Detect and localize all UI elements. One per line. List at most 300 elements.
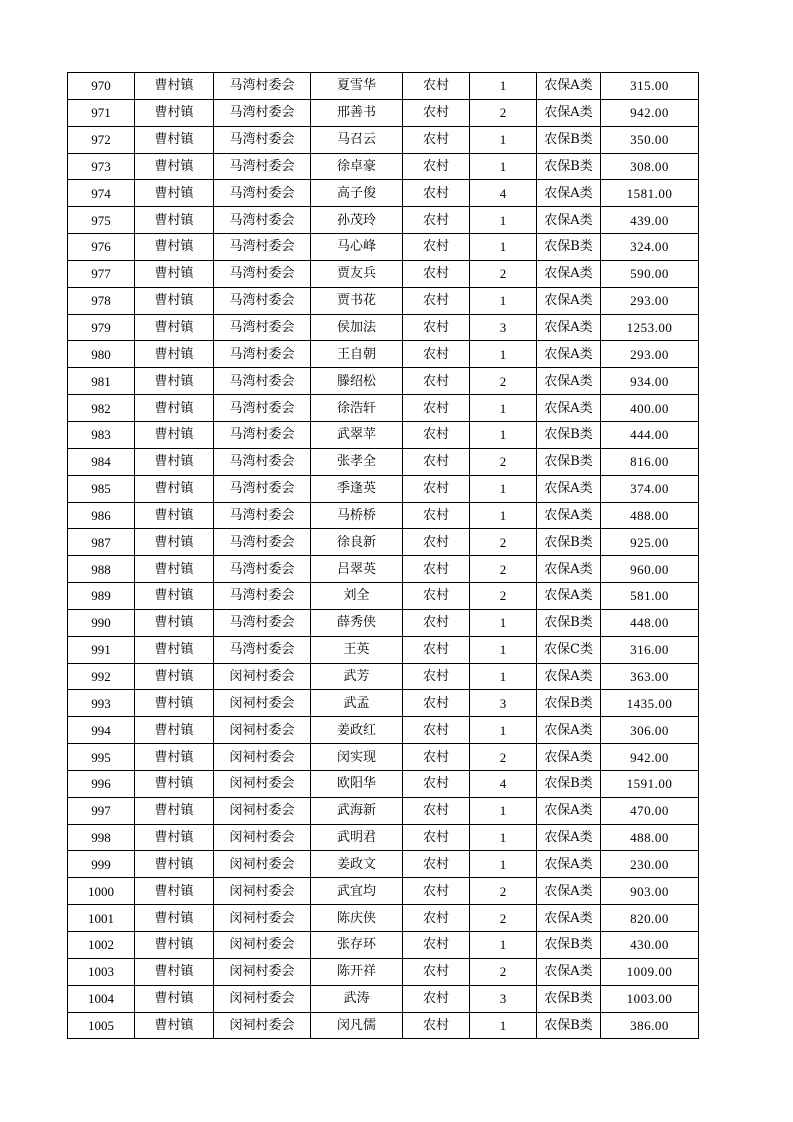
amount-cell: 1435.00: [601, 690, 699, 717]
town-cell: 曹村镇: [135, 905, 214, 932]
insurance-category-cell: 农保A类: [537, 663, 601, 690]
serial-number-cell: 1004: [68, 985, 135, 1012]
village-committee-cell: 闵祠村委会: [214, 1012, 311, 1039]
name-cell: 姜政文: [311, 851, 403, 878]
table-row: [68, 126, 699, 153]
area-type-cell: 农村: [403, 341, 470, 368]
village-committee-cell: 马湾村委会: [214, 609, 311, 636]
table-row: [68, 1012, 699, 1039]
amount-cell: 1003.00: [601, 985, 699, 1012]
area-type-cell: 农村: [403, 556, 470, 583]
household-size-cell: 1: [470, 663, 537, 690]
village-committee-cell: 闵祠村委会: [214, 878, 311, 905]
town-cell: 曹村镇: [135, 583, 214, 610]
amount-cell: 942.00: [601, 99, 699, 126]
household-size-cell: 1: [470, 395, 537, 422]
household-size-cell: 2: [470, 529, 537, 556]
area-type-cell: 农村: [403, 234, 470, 261]
village-committee-cell: 马湾村委会: [214, 341, 311, 368]
serial-number-cell: 975: [68, 207, 135, 234]
name-cell: 武翠苹: [311, 421, 403, 448]
insurance-category-cell: 农保A类: [537, 287, 601, 314]
insurance-category-cell: 农保B类: [537, 234, 601, 261]
serial-number-cell: 976: [68, 234, 135, 261]
table-row: [68, 663, 699, 690]
amount-cell: 308.00: [601, 153, 699, 180]
name-cell: 武明君: [311, 824, 403, 851]
serial-number-cell: 997: [68, 797, 135, 824]
village-committee-cell: 马湾村委会: [214, 314, 311, 341]
serial-number-cell: 974: [68, 180, 135, 207]
name-cell: 陈开祥: [311, 958, 403, 985]
name-cell: 马桥桥: [311, 502, 403, 529]
area-type-cell: 农村: [403, 690, 470, 717]
area-type-cell: 农村: [403, 878, 470, 905]
insurance-category-cell: 农保B类: [537, 126, 601, 153]
area-type-cell: 农村: [403, 126, 470, 153]
household-size-cell: 1: [470, 636, 537, 663]
table-row: [68, 529, 699, 556]
village-committee-cell: 马湾村委会: [214, 475, 311, 502]
amount-cell: 934.00: [601, 368, 699, 395]
serial-number-cell: 970: [68, 73, 135, 100]
village-committee-cell: 马湾村委会: [214, 180, 311, 207]
household-size-cell: 1: [470, 126, 537, 153]
village-committee-cell: 闵祠村委会: [214, 851, 311, 878]
name-cell: 薛秀侠: [311, 609, 403, 636]
town-cell: 曹村镇: [135, 529, 214, 556]
insurance-category-cell: 农保A类: [537, 180, 601, 207]
town-cell: 曹村镇: [135, 153, 214, 180]
town-cell: 曹村镇: [135, 180, 214, 207]
name-cell: 高子俊: [311, 180, 403, 207]
amount-cell: 942.00: [601, 744, 699, 771]
amount-cell: 315.00: [601, 73, 699, 100]
name-cell: 贾友兵: [311, 260, 403, 287]
village-committee-cell: 闵祠村委会: [214, 663, 311, 690]
area-type-cell: 农村: [403, 958, 470, 985]
table-row: [68, 153, 699, 180]
table-row: [68, 73, 699, 100]
insurance-category-cell: 农保A类: [537, 475, 601, 502]
household-size-cell: 1: [470, 153, 537, 180]
amount-cell: 316.00: [601, 636, 699, 663]
name-cell: 陈庆侠: [311, 905, 403, 932]
amount-cell: 444.00: [601, 421, 699, 448]
household-size-cell: 1: [470, 287, 537, 314]
household-size-cell: 4: [470, 770, 537, 797]
table-row: [68, 234, 699, 261]
serial-number-cell: 1002: [68, 932, 135, 959]
name-cell: 张孝全: [311, 448, 403, 475]
household-size-cell: 2: [470, 744, 537, 771]
serial-number-cell: 998: [68, 824, 135, 851]
village-committee-cell: 闵祠村委会: [214, 824, 311, 851]
household-size-cell: 4: [470, 180, 537, 207]
amount-cell: 590.00: [601, 260, 699, 287]
village-committee-cell: 闵祠村委会: [214, 985, 311, 1012]
table-row: [68, 260, 699, 287]
town-cell: 曹村镇: [135, 690, 214, 717]
village-committee-cell: 闵祠村委会: [214, 958, 311, 985]
town-cell: 曹村镇: [135, 851, 214, 878]
amount-cell: 293.00: [601, 287, 699, 314]
name-cell: 贾书花: [311, 287, 403, 314]
serial-number-cell: 985: [68, 475, 135, 502]
name-cell: 邢善书: [311, 99, 403, 126]
name-cell: 徐卓豪: [311, 153, 403, 180]
insurance-category-cell: 农保B类: [537, 932, 601, 959]
name-cell: 武芳: [311, 663, 403, 690]
town-cell: 曹村镇: [135, 717, 214, 744]
area-type-cell: 农村: [403, 905, 470, 932]
town-cell: 曹村镇: [135, 663, 214, 690]
table-row: [68, 744, 699, 771]
table-row: [68, 287, 699, 314]
household-size-cell: 3: [470, 314, 537, 341]
insurance-category-cell: 农保A类: [537, 368, 601, 395]
insurance-category-cell: 农保B类: [537, 985, 601, 1012]
table-row: [68, 636, 699, 663]
village-committee-cell: 马湾村委会: [214, 207, 311, 234]
name-cell: 侯加法: [311, 314, 403, 341]
amount-cell: 488.00: [601, 824, 699, 851]
village-committee-cell: 闵祠村委会: [214, 797, 311, 824]
area-type-cell: 农村: [403, 770, 470, 797]
area-type-cell: 农村: [403, 502, 470, 529]
table-row: [68, 609, 699, 636]
household-size-cell: 1: [470, 475, 537, 502]
household-size-cell: 2: [470, 878, 537, 905]
insurance-category-cell: 农保A类: [537, 878, 601, 905]
serial-number-cell: 1003: [68, 958, 135, 985]
insurance-category-cell: 农保A类: [537, 502, 601, 529]
name-cell: 闵实现: [311, 744, 403, 771]
town-cell: 曹村镇: [135, 368, 214, 395]
town-cell: 曹村镇: [135, 73, 214, 100]
town-cell: 曹村镇: [135, 1012, 214, 1039]
serial-number-cell: 989: [68, 583, 135, 610]
name-cell: 王自朝: [311, 341, 403, 368]
table-row: [68, 395, 699, 422]
insurance-category-cell: 农保B类: [537, 690, 601, 717]
household-size-cell: 3: [470, 690, 537, 717]
serial-number-cell: 991: [68, 636, 135, 663]
table-row: [68, 958, 699, 985]
insurance-category-cell: 农保A类: [537, 824, 601, 851]
village-committee-cell: 马湾村委会: [214, 287, 311, 314]
village-committee-cell: 马湾村委会: [214, 126, 311, 153]
village-committee-cell: 闵祠村委会: [214, 905, 311, 932]
insurance-category-cell: 农保A类: [537, 73, 601, 100]
household-size-cell: 1: [470, 824, 537, 851]
serial-number-cell: 982: [68, 395, 135, 422]
village-committee-cell: 闵祠村委会: [214, 744, 311, 771]
serial-number-cell: 1000: [68, 878, 135, 905]
household-size-cell: 1: [470, 932, 537, 959]
insurance-category-cell: 农保A类: [537, 207, 601, 234]
serial-number-cell: 988: [68, 556, 135, 583]
town-cell: 曹村镇: [135, 475, 214, 502]
amount-cell: 306.00: [601, 717, 699, 744]
area-type-cell: 农村: [403, 609, 470, 636]
area-type-cell: 农村: [403, 207, 470, 234]
serial-number-cell: 990: [68, 609, 135, 636]
table-row: [68, 180, 699, 207]
relief-roster-table: [67, 72, 699, 1039]
amount-cell: 374.00: [601, 475, 699, 502]
table-row: [68, 878, 699, 905]
serial-number-cell: 981: [68, 368, 135, 395]
name-cell: 滕绍松: [311, 368, 403, 395]
insurance-category-cell: 农保A类: [537, 851, 601, 878]
household-size-cell: 1: [470, 502, 537, 529]
amount-cell: 820.00: [601, 905, 699, 932]
insurance-category-cell: 农保A类: [537, 717, 601, 744]
insurance-category-cell: 农保A类: [537, 341, 601, 368]
village-committee-cell: 马湾村委会: [214, 260, 311, 287]
amount-cell: 363.00: [601, 663, 699, 690]
area-type-cell: 农村: [403, 932, 470, 959]
table-row: [68, 797, 699, 824]
name-cell: 姜政红: [311, 717, 403, 744]
amount-cell: 816.00: [601, 448, 699, 475]
name-cell: 徐良新: [311, 529, 403, 556]
area-type-cell: 农村: [403, 260, 470, 287]
village-committee-cell: 闵祠村委会: [214, 932, 311, 959]
amount-cell: 386.00: [601, 1012, 699, 1039]
household-size-cell: 1: [470, 73, 537, 100]
amount-cell: 324.00: [601, 234, 699, 261]
household-size-cell: 1: [470, 234, 537, 261]
insurance-category-cell: 农保A类: [537, 744, 601, 771]
table-row: [68, 824, 699, 851]
serial-number-cell: 973: [68, 153, 135, 180]
name-cell: 马召云: [311, 126, 403, 153]
area-type-cell: 农村: [403, 636, 470, 663]
name-cell: 欧阳华: [311, 770, 403, 797]
serial-number-cell: 1001: [68, 905, 135, 932]
insurance-category-cell: 农保B类: [537, 153, 601, 180]
village-committee-cell: 马湾村委会: [214, 636, 311, 663]
name-cell: 孙茂玲: [311, 207, 403, 234]
amount-cell: 439.00: [601, 207, 699, 234]
amount-cell: 488.00: [601, 502, 699, 529]
area-type-cell: 农村: [403, 314, 470, 341]
area-type-cell: 农村: [403, 1012, 470, 1039]
village-committee-cell: 马湾村委会: [214, 421, 311, 448]
table-row: [68, 985, 699, 1012]
insurance-category-cell: 农保A类: [537, 583, 601, 610]
table-row: [68, 583, 699, 610]
serial-number-cell: 979: [68, 314, 135, 341]
town-cell: 曹村镇: [135, 636, 214, 663]
town-cell: 曹村镇: [135, 770, 214, 797]
amount-cell: 960.00: [601, 556, 699, 583]
table-row: [68, 556, 699, 583]
town-cell: 曹村镇: [135, 448, 214, 475]
name-cell: 夏雪华: [311, 73, 403, 100]
town-cell: 曹村镇: [135, 744, 214, 771]
area-type-cell: 农村: [403, 180, 470, 207]
area-type-cell: 农村: [403, 583, 470, 610]
area-type-cell: 农村: [403, 368, 470, 395]
town-cell: 曹村镇: [135, 824, 214, 851]
amount-cell: 1253.00: [601, 314, 699, 341]
amount-cell: 1581.00: [601, 180, 699, 207]
insurance-category-cell: 农保B类: [537, 421, 601, 448]
insurance-category-cell: 农保A类: [537, 99, 601, 126]
table-row: [68, 207, 699, 234]
town-cell: 曹村镇: [135, 797, 214, 824]
name-cell: 武涛: [311, 985, 403, 1012]
village-committee-cell: 马湾村委会: [214, 583, 311, 610]
serial-number-cell: 993: [68, 690, 135, 717]
serial-number-cell: 996: [68, 770, 135, 797]
area-type-cell: 农村: [403, 421, 470, 448]
town-cell: 曹村镇: [135, 878, 214, 905]
insurance-category-cell: 农保A类: [537, 260, 601, 287]
serial-number-cell: 984: [68, 448, 135, 475]
table-row: [68, 368, 699, 395]
household-size-cell: 1: [470, 609, 537, 636]
household-size-cell: 2: [470, 556, 537, 583]
insurance-category-cell: 农保A类: [537, 314, 601, 341]
area-type-cell: 农村: [403, 99, 470, 126]
household-size-cell: 1: [470, 1012, 537, 1039]
insurance-category-cell: 农保A类: [537, 905, 601, 932]
household-size-cell: 1: [470, 207, 537, 234]
name-cell: 武宜均: [311, 878, 403, 905]
amount-cell: 925.00: [601, 529, 699, 556]
household-size-cell: 2: [470, 905, 537, 932]
amount-cell: 581.00: [601, 583, 699, 610]
area-type-cell: 农村: [403, 744, 470, 771]
table-row: [68, 770, 699, 797]
insurance-category-cell: 农保A类: [537, 556, 601, 583]
table-row: [68, 448, 699, 475]
serial-number-cell: 994: [68, 717, 135, 744]
name-cell: 武孟: [311, 690, 403, 717]
insurance-category-cell: 农保A类: [537, 958, 601, 985]
name-cell: 吕翠英: [311, 556, 403, 583]
village-committee-cell: 马湾村委会: [214, 529, 311, 556]
table-row: [68, 502, 699, 529]
area-type-cell: 农村: [403, 985, 470, 1012]
roster-body: [68, 73, 699, 1039]
name-cell: 马心峰: [311, 234, 403, 261]
area-type-cell: 农村: [403, 663, 470, 690]
town-cell: 曹村镇: [135, 985, 214, 1012]
village-committee-cell: 马湾村委会: [214, 556, 311, 583]
name-cell: 刘全: [311, 583, 403, 610]
household-size-cell: 1: [470, 797, 537, 824]
amount-cell: 470.00: [601, 797, 699, 824]
table-row: [68, 421, 699, 448]
area-type-cell: 农村: [403, 797, 470, 824]
serial-number-cell: 995: [68, 744, 135, 771]
village-committee-cell: 马湾村委会: [214, 368, 311, 395]
town-cell: 曹村镇: [135, 502, 214, 529]
table-row: [68, 475, 699, 502]
town-cell: 曹村镇: [135, 287, 214, 314]
amount-cell: 230.00: [601, 851, 699, 878]
serial-number-cell: 971: [68, 99, 135, 126]
town-cell: 曹村镇: [135, 341, 214, 368]
insurance-category-cell: 农保B类: [537, 770, 601, 797]
town-cell: 曹村镇: [135, 314, 214, 341]
village-committee-cell: 马湾村委会: [214, 99, 311, 126]
area-type-cell: 农村: [403, 448, 470, 475]
town-cell: 曹村镇: [135, 556, 214, 583]
amount-cell: 1009.00: [601, 958, 699, 985]
household-size-cell: 1: [470, 341, 537, 368]
area-type-cell: 农村: [403, 287, 470, 314]
household-size-cell: 2: [470, 583, 537, 610]
household-size-cell: 2: [470, 260, 537, 287]
serial-number-cell: 977: [68, 260, 135, 287]
insurance-category-cell: 农保B类: [537, 1012, 601, 1039]
name-cell: 季逢英: [311, 475, 403, 502]
village-committee-cell: 闵祠村委会: [214, 717, 311, 744]
insurance-category-cell: 农保C类: [537, 636, 601, 663]
serial-number-cell: 1005: [68, 1012, 135, 1039]
insurance-category-cell: 农保B类: [537, 609, 601, 636]
area-type-cell: 农村: [403, 153, 470, 180]
insurance-category-cell: 农保A类: [537, 395, 601, 422]
amount-cell: 448.00: [601, 609, 699, 636]
household-size-cell: 2: [470, 99, 537, 126]
name-cell: 武海新: [311, 797, 403, 824]
household-size-cell: 2: [470, 368, 537, 395]
town-cell: 曹村镇: [135, 395, 214, 422]
household-size-cell: 1: [470, 717, 537, 744]
household-size-cell: 2: [470, 958, 537, 985]
village-committee-cell: 马湾村委会: [214, 502, 311, 529]
town-cell: 曹村镇: [135, 609, 214, 636]
table-row: [68, 932, 699, 959]
village-committee-cell: 马湾村委会: [214, 395, 311, 422]
household-size-cell: 1: [470, 421, 537, 448]
serial-number-cell: 980: [68, 341, 135, 368]
table-row: [68, 851, 699, 878]
table-row: [68, 99, 699, 126]
area-type-cell: 农村: [403, 395, 470, 422]
town-cell: 曹村镇: [135, 234, 214, 261]
table-row: [68, 690, 699, 717]
serial-number-cell: 999: [68, 851, 135, 878]
serial-number-cell: 978: [68, 287, 135, 314]
area-type-cell: 农村: [403, 824, 470, 851]
table-row: [68, 341, 699, 368]
town-cell: 曹村镇: [135, 421, 214, 448]
name-cell: 张存环: [311, 932, 403, 959]
area-type-cell: 农村: [403, 475, 470, 502]
table-row: [68, 717, 699, 744]
area-type-cell: 农村: [403, 851, 470, 878]
village-committee-cell: 马湾村委会: [214, 234, 311, 261]
village-committee-cell: 马湾村委会: [214, 153, 311, 180]
area-type-cell: 农村: [403, 529, 470, 556]
serial-number-cell: 983: [68, 421, 135, 448]
insurance-category-cell: 农保B类: [537, 529, 601, 556]
village-committee-cell: 马湾村委会: [214, 448, 311, 475]
household-size-cell: 3: [470, 985, 537, 1012]
area-type-cell: 农村: [403, 73, 470, 100]
name-cell: 闵凡儒: [311, 1012, 403, 1039]
town-cell: 曹村镇: [135, 932, 214, 959]
amount-cell: 903.00: [601, 878, 699, 905]
